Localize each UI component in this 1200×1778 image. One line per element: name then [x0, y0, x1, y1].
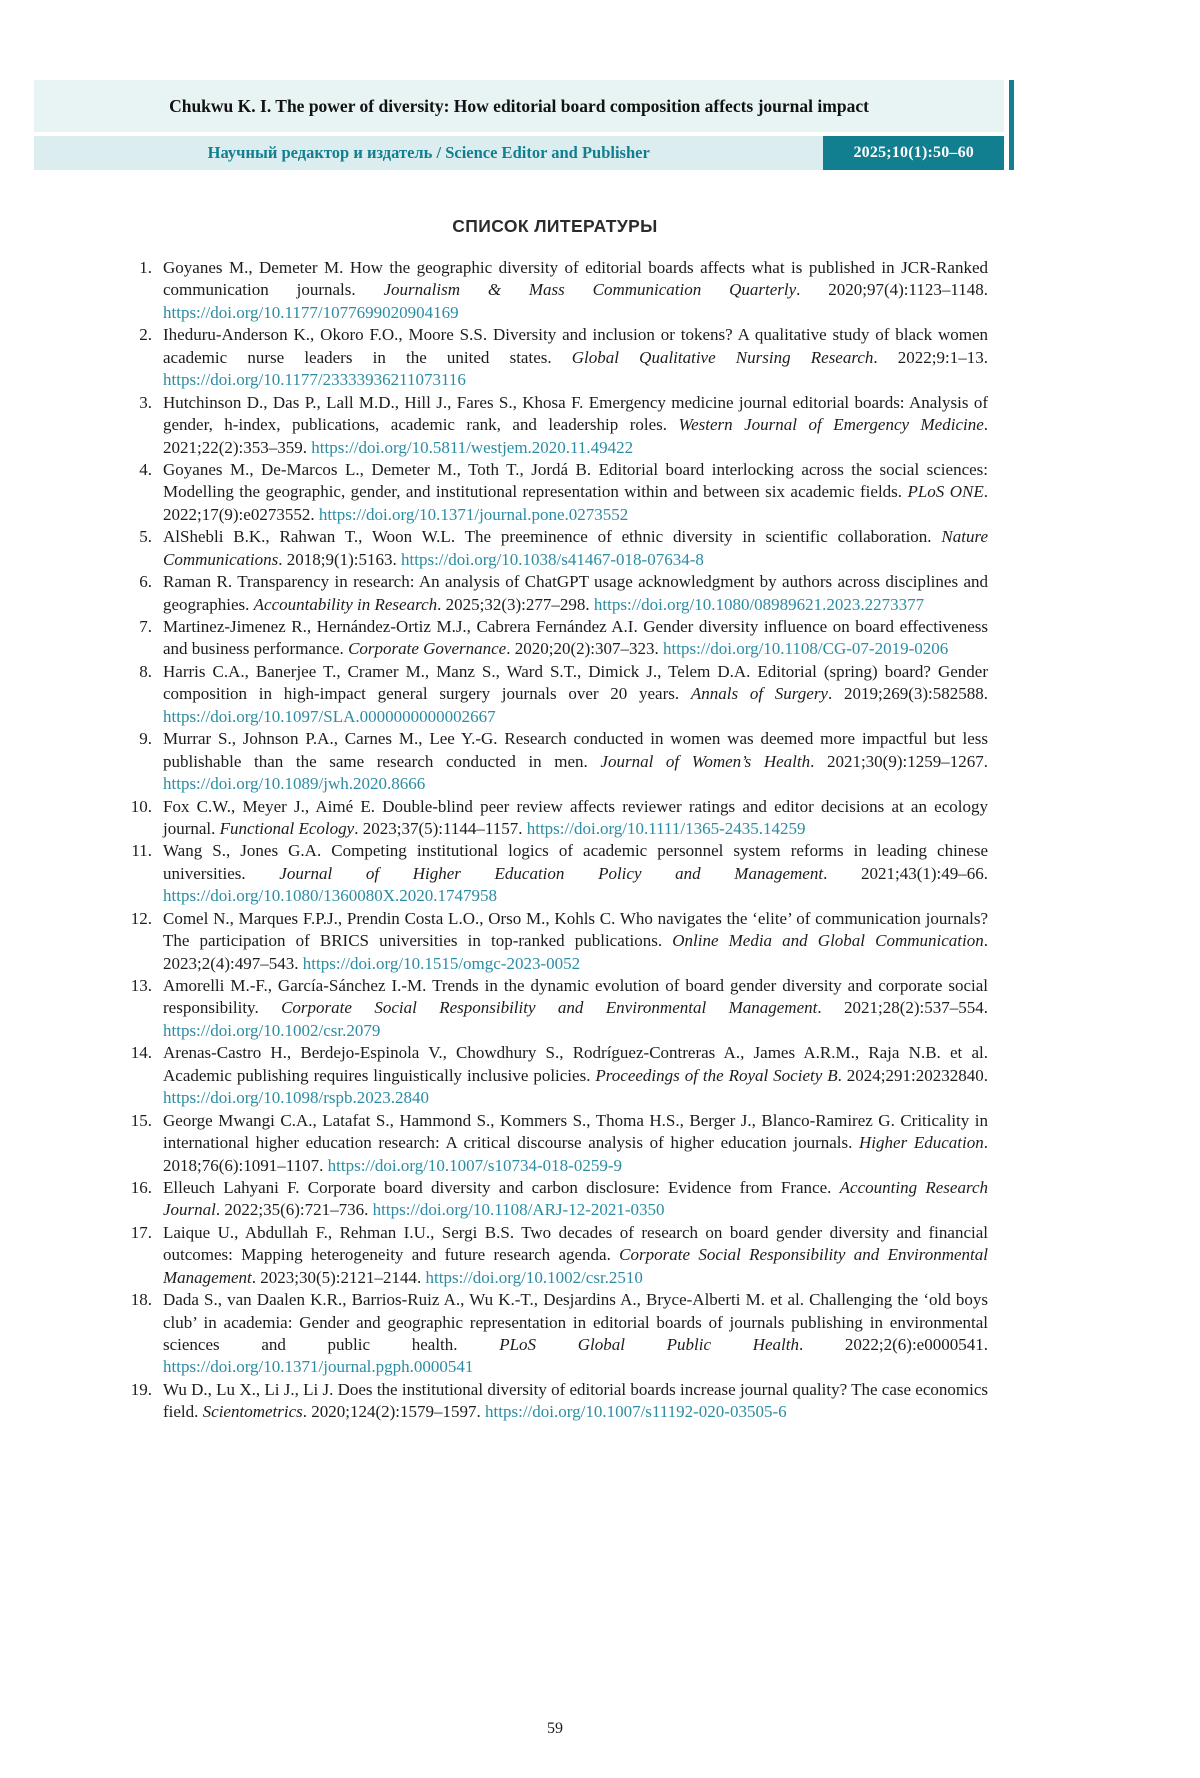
reference-text-block: [163, 908, 988, 975]
doi-link[interactable]: https://doi.org/10.1080/1360080X.2020.1747958: [163, 886, 498, 906]
reference-number: 16.: [130, 1177, 152, 1197]
journal-title: Higher Education: [859, 1133, 984, 1153]
reference-number: 1.: [139, 258, 152, 277]
doi-link[interactable]: https://doi.org/10.1111/1365-2435.14259: [526, 818, 806, 838]
reference-text: Fox C.W., Meyer J., Aimé E. Double-blind peer review affects reviewer ratings and editor decisions at an ecology journal.: [163, 796, 988, 838]
doi-link[interactable]: https://doi.org/10.1371/journal.pgph.0000541: [163, 1357, 474, 1377]
reference-text: . 2020;20(2):307–323.: [506, 639, 664, 659]
reference-text-block: [163, 526, 988, 571]
doi-link[interactable]: https://doi.org/10.1515/omgc-2023-0052: [302, 953, 581, 973]
reference-text: . 2021;28(2):537–554.: [817, 998, 988, 1018]
reference-item: [122, 975, 988, 1042]
journal-title: Global Qualitative Nursing Research: [571, 347, 874, 367]
reference-text-block: [163, 1110, 988, 1177]
reference-text-block: [163, 661, 988, 728]
journal-title: PLoS Global Public Health: [499, 1335, 799, 1354]
reference-item: [122, 908, 988, 975]
reference-item: [122, 392, 988, 459]
doi-link[interactable]: https://doi.org/10.1177/23333936211073116: [163, 370, 466, 390]
reference-text: . 2025;32(3):277–298.: [437, 594, 594, 614]
reference-item: [122, 796, 988, 841]
journal-title: Scientometrics: [202, 1402, 303, 1422]
reference-text-block: [163, 840, 988, 907]
reference-text: Amorelli M.-F., García-Sánchez I.-M. Trends in the dynamic evolution of board gender diversity and corporate social responsibility.: [163, 976, 988, 1018]
reference-number: 6.: [139, 572, 152, 592]
doi-link[interactable]: https://doi.org/10.1007/s11192-020-03505-6: [485, 1402, 787, 1422]
journal-title: Corporate Social Responsibility and Environmental Management: [281, 998, 818, 1018]
reference-text: Elleuch Lahyani F. Corporate board diversity and carbon disclosure: Evidence from France.: [163, 1177, 840, 1197]
reference-text: Wang S., Jones G.A. Competing institutional logics of academic personnel system reforms in leading chinese universities.: [163, 841, 988, 883]
journal-title: Corporate Governance: [348, 639, 507, 659]
issue-info-badge: 2025;10(1):50–60: [823, 136, 1004, 170]
doi-link[interactable]: https://doi.org/10.1080/08989621.2023.2273377: [593, 594, 925, 614]
reference-text: . 2021;30(9):1259–1267.: [810, 751, 988, 771]
reference-item: [122, 840, 988, 907]
doi-link[interactable]: https://doi.org/10.1177/1077699020904169: [163, 302, 459, 322]
reference-item: [122, 1222, 988, 1289]
doi-link[interactable]: https://doi.org/10.1038/s41467-018-07634-8: [401, 549, 704, 569]
reference-text: . 2023;37(5):1144–1157.: [354, 818, 527, 838]
reference-text: . 2018;76(6):1091–1107.: [163, 1133, 988, 1175]
reference-item: [122, 728, 988, 795]
doi-link[interactable]: https://doi.org/10.1002/csr.2510: [425, 1267, 643, 1287]
reference-number: 12.: [130, 908, 152, 928]
section-title: СПИСОК ЛИТЕРАТУРЫ: [452, 216, 658, 236]
reference-text: Arenas-Castro H., Berdejo-Espinola V., Chowdhury S., Rodríguez-Contreras A., James A.R.M., Raja N.B. et al. Academic publishing requires linguistically inclusive policies.: [163, 1043, 988, 1085]
reference-number: 11.: [131, 841, 152, 861]
reference-text-block: [163, 459, 988, 526]
journal-title: Accounting Research Journal: [163, 1177, 988, 1220]
reference-number: 17.: [130, 1222, 152, 1242]
page-footer: [122, 1720, 988, 1738]
reference-number: 5.: [139, 527, 152, 547]
reference-text: . 2021;22(2):353–359.: [163, 415, 989, 457]
journal-band: [34, 136, 1004, 170]
running-title-band: [34, 80, 1004, 132]
doi-link[interactable]: https://doi.org/10.1098/rspb.2023.2840: [163, 1088, 430, 1108]
reference-text: . 2022;9:1–13.: [873, 347, 988, 367]
reference-text: . 2022;17(9):e0273552.: [163, 482, 988, 524]
reference-text-block: [163, 257, 988, 324]
reference-text: . 2022;35(6):721–736.: [215, 1200, 373, 1220]
doi-link[interactable]: https://doi.org/10.1108/ARJ-12-2021-0350: [372, 1200, 665, 1220]
reference-text-block: [163, 796, 988, 841]
reference-number: 10.: [130, 796, 152, 816]
reference-text-block: [163, 571, 988, 616]
reference-item: [122, 571, 988, 616]
reference-text: . 2020;124(2):1579–1597.: [302, 1402, 486, 1422]
reference-text: Martinez-Jimenez R., Hernández-Ortiz M.J., Cabrera Fernández A.I. Gender diversity influence on board effectiveness and business performance.: [163, 617, 988, 659]
reference-item: [122, 616, 988, 661]
doi-link[interactable]: https://doi.org/10.1007/s10734-018-0259-9: [327, 1155, 622, 1175]
page-header: [34, 80, 1004, 170]
doi-link[interactable]: https://doi.org/10.1371/journal.pone.0273552: [318, 504, 629, 524]
page-number: 59: [547, 1720, 563, 1737]
reference-text: Comel N., Marques F.P.J., Prendin Costa L.O., Orso M., Kohls C. Who navigates the ‘elite’ of communication journals? The participation of BRICS universities in top-ranked publications.: [163, 908, 988, 951]
journal-title: Nature Communications: [163, 527, 988, 569]
main-content: [122, 216, 988, 1424]
reference-text: Laique U., Abdullah F., Rehman I.U., Sergi B.S. Two decades of research on board gender diversity and financial outcomes: Mapping heterogeneity and future research agenda.: [163, 1222, 988, 1265]
reference-item: [122, 459, 988, 526]
reference-item: [122, 1379, 988, 1424]
doi-link[interactable]: https://doi.org/10.1089/jwh.2020.8666: [163, 774, 426, 794]
reference-item: [122, 1177, 988, 1222]
reference-number: 8.: [139, 661, 152, 681]
reference-number: 7.: [139, 617, 152, 636]
reference-text-block: [163, 1222, 988, 1289]
reference-number: 14.: [130, 1043, 152, 1063]
journal-title: Functional Ecology: [219, 818, 355, 838]
reference-text-block: [163, 1289, 988, 1379]
reference-item: [122, 257, 988, 324]
reference-text-block: [163, 728, 988, 795]
reference-text: . 2023;2(4):497–543.: [163, 931, 988, 973]
reference-number: 3.: [139, 392, 152, 412]
reference-item: [122, 324, 988, 391]
journal-title: Journal of Higher Education Policy and Management: [279, 863, 824, 883]
reference-text: Iheduru-Anderson K., Okoro F.O., Moore S.S. Diversity and inclusion or tokens? A qualitative study of black women academic nurse leaders in the united states.: [163, 325, 988, 367]
reference-text: . 2018;9(1):5163.: [278, 549, 402, 569]
reference-number: 2.: [139, 325, 152, 345]
journal-title: Accountability in Research: [253, 594, 438, 614]
reference-number: 9.: [139, 729, 152, 749]
reference-text: George Mwangi C.A., Latafat S., Hammond S., Kommers S., Thoma H.S., Berger J., Blanco-Ramirez G. Criticality in international higher education research: A critical discourse analysis of higher education journals.: [163, 1110, 988, 1153]
reference-text: Murrar S., Johnson P.A., Carnes M., Lee Y.-G. Research conducted in women was deemed more impactful but less publishable than the same research conducted in men.: [163, 729, 988, 771]
reference-number: 18.: [130, 1290, 152, 1310]
journal-title: Proceedings of the Royal Society B: [595, 1065, 838, 1085]
reference-item: [122, 526, 988, 571]
reference-text: . 2024;291:20232840.: [837, 1065, 989, 1085]
reference-text-block: [163, 616, 988, 661]
reference-text-block: [163, 1379, 988, 1424]
reference-item: [122, 1042, 988, 1109]
reference-number: 4.: [139, 459, 152, 479]
reference-text: Goyanes M., De-Marcos L., Demeter M., Toth T., Jordá B. Editorial board interlocking across the social sciences: Modelling the geographic, gender, and institutional representation within and between six academic fields.: [163, 459, 988, 502]
reference-text: . 2021;43(1):49–66.: [823, 863, 988, 883]
reference-text: Goyanes M., Demeter M. How the geographic diversity of editorial boards affects what is published in JCR-Ranked communication journals.: [163, 258, 988, 300]
reference-text: . 2020;97(4):1123–1148.: [796, 280, 988, 300]
reference-text: Raman R. Transparency in research: An analysis of ChatGPT usage acknowledgment by authors across disciplines and geographies.: [163, 572, 988, 614]
running-title: Chukwu K. I. The power of diversity: How editorial board composition affects journal impact: [169, 95, 869, 116]
journal-title: Western Journal of Emergency Medicine: [678, 415, 984, 435]
doi-link[interactable]: https://doi.org/10.1002/csr.2079: [163, 1020, 381, 1040]
reference-number: 15.: [130, 1110, 152, 1130]
reference-text: AlShebli B.K., Rahwan T., Woon W.L. The preeminence of ethnic diversity in scientific collaboration.: [163, 527, 942, 547]
doi-link[interactable]: https://doi.org/10.1108/CG-07-2019-0206: [663, 639, 949, 659]
reference-text: Hutchinson D., Das P., Lall M.D., Hill J., Fares S., Khosa F. Emergency medicine journal editorial boards: Analysis of gender, h-index, publications, academic rank, and leadership roles.: [163, 392, 988, 435]
reference-list: [122, 257, 988, 1424]
journal-title: Journal of Women’s Health: [600, 751, 811, 771]
reference-number: 19.: [130, 1379, 152, 1399]
journal-title: PLoS ONE: [907, 482, 984, 502]
reference-item: [122, 661, 988, 728]
reference-text-block: [163, 1042, 988, 1109]
doi-link[interactable]: https://doi.org/10.5811/westjem.2020.11.49422: [311, 437, 634, 457]
journal-name: Научный редактор и издатель / Science Editor and Publisher: [207, 143, 650, 162]
page: [0, 80, 1200, 1778]
reference-text: Dada S., van Daalen K.R., Barrios-Ruiz A., Wu K.-T., Desjardins A., Bryce-Alberti M. et al. Challenging the ‘old boys club’ in academia: Gender and geographic representation in editorial boards of journals publishing in environmental sciences and public health.: [163, 1290, 988, 1354]
reference-text: . 2023;30(5):2121–2144.: [251, 1267, 426, 1287]
reference-text: Harris C.A., Banerjee T., Cramer M., Manz S., Ward S.T., Dimick J., Telem D.A. Editorial (spring) board? Gender composition in high-impact general surgery journals over 20 years.: [163, 661, 988, 704]
journal-title: Annals of Surgery: [690, 684, 828, 704]
reference-item: [122, 1110, 988, 1177]
reference-number: 13.: [130, 976, 152, 995]
doi-link[interactable]: https://doi.org/10.1097/SLA.0000000000002667: [163, 706, 496, 726]
reference-text: . 2019;269(3):582588.: [827, 684, 988, 704]
reference-text-block: [163, 324, 988, 391]
journal-title: Corporate Social Responsibility and Environmental Management: [163, 1245, 988, 1287]
journal-title: Journalism & Mass Communication Quarterly: [383, 280, 797, 300]
reference-text: Wu D., Lu X., Li J., Li J. Does the institutional diversity of editorial boards increase journal quality? The case economics field.: [163, 1379, 988, 1422]
reference-text-block: [163, 392, 988, 459]
accent-strip: [1009, 80, 1014, 170]
reference-text-block: [163, 1177, 988, 1222]
journal-title: Online Media and Global Communication: [672, 931, 984, 951]
reference-item: [122, 1289, 988, 1379]
reference-text-block: [163, 975, 988, 1042]
reference-text: . 2022;2(6):e0000541.: [798, 1335, 988, 1354]
